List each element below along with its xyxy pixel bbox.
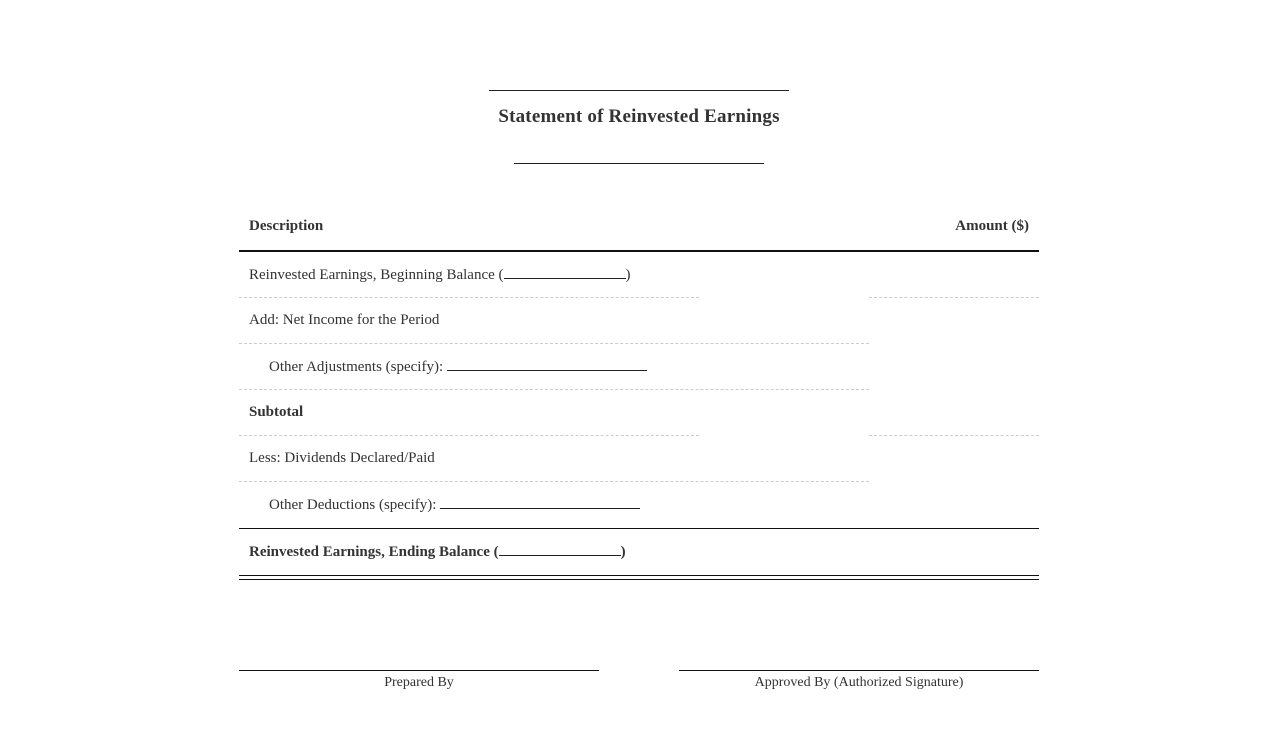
table-header (239, 205, 1039, 252)
statement-page (239, 0, 1039, 754)
ending-balance-text: Reinvested Earnings, Ending Balance ( (249, 544, 499, 560)
table-row-dividends (239, 436, 1039, 482)
net-income-label: Add: Net Income for the Period (249, 312, 440, 328)
beginning-balance-text: Reinvested Earnings, Beginning Balance ( (249, 267, 504, 283)
prepared-by-signature[interactable] (239, 670, 599, 691)
approved-by-label: Approved By (Authorized Signature) (754, 675, 964, 690)
title-top-rule (489, 90, 789, 91)
other-deductions-blank[interactable] (440, 496, 640, 509)
table-row-ending-balance (239, 528, 1039, 575)
table-row-other-deductions (239, 482, 1039, 528)
ending-balance-label (249, 543, 626, 561)
other-adjustments-blank[interactable] (447, 358, 647, 371)
beginning-balance-label (249, 266, 631, 284)
earnings-table (239, 205, 1039, 575)
approved-by-signature[interactable] (679, 670, 1039, 691)
other-deductions-label (269, 496, 640, 514)
amount-column-header: Amount ($) (955, 218, 1029, 234)
table-row-beginning-balance (239, 252, 1039, 298)
ending-balance-date-blank[interactable] (499, 543, 621, 556)
description-column-header: Description (249, 218, 324, 234)
period-blank-line[interactable] (514, 163, 764, 164)
table-row-subtotal (239, 390, 1039, 436)
dividends-label: Less: Dividends Declared/Paid (249, 450, 435, 466)
ending-balance-close-paren: ) (620, 544, 626, 560)
table-row-net-income (239, 298, 1039, 344)
table-row-other-adjustments (239, 344, 1039, 390)
total-double-rule (239, 575, 1039, 580)
subtotal-label: Subtotal (249, 404, 304, 420)
other-deductions-text: Other Deductions (specify): (269, 497, 437, 513)
other-adjustments-label (269, 358, 647, 376)
document-title: Statement of Reinvested Earnings (498, 106, 780, 127)
prepared-by-label: Prepared By (384, 675, 454, 690)
beginning-balance-date-blank[interactable] (504, 266, 626, 279)
beginning-balance-close-paren: ) (625, 267, 631, 283)
other-adjustments-text: Other Adjustments (specify): (269, 359, 444, 375)
